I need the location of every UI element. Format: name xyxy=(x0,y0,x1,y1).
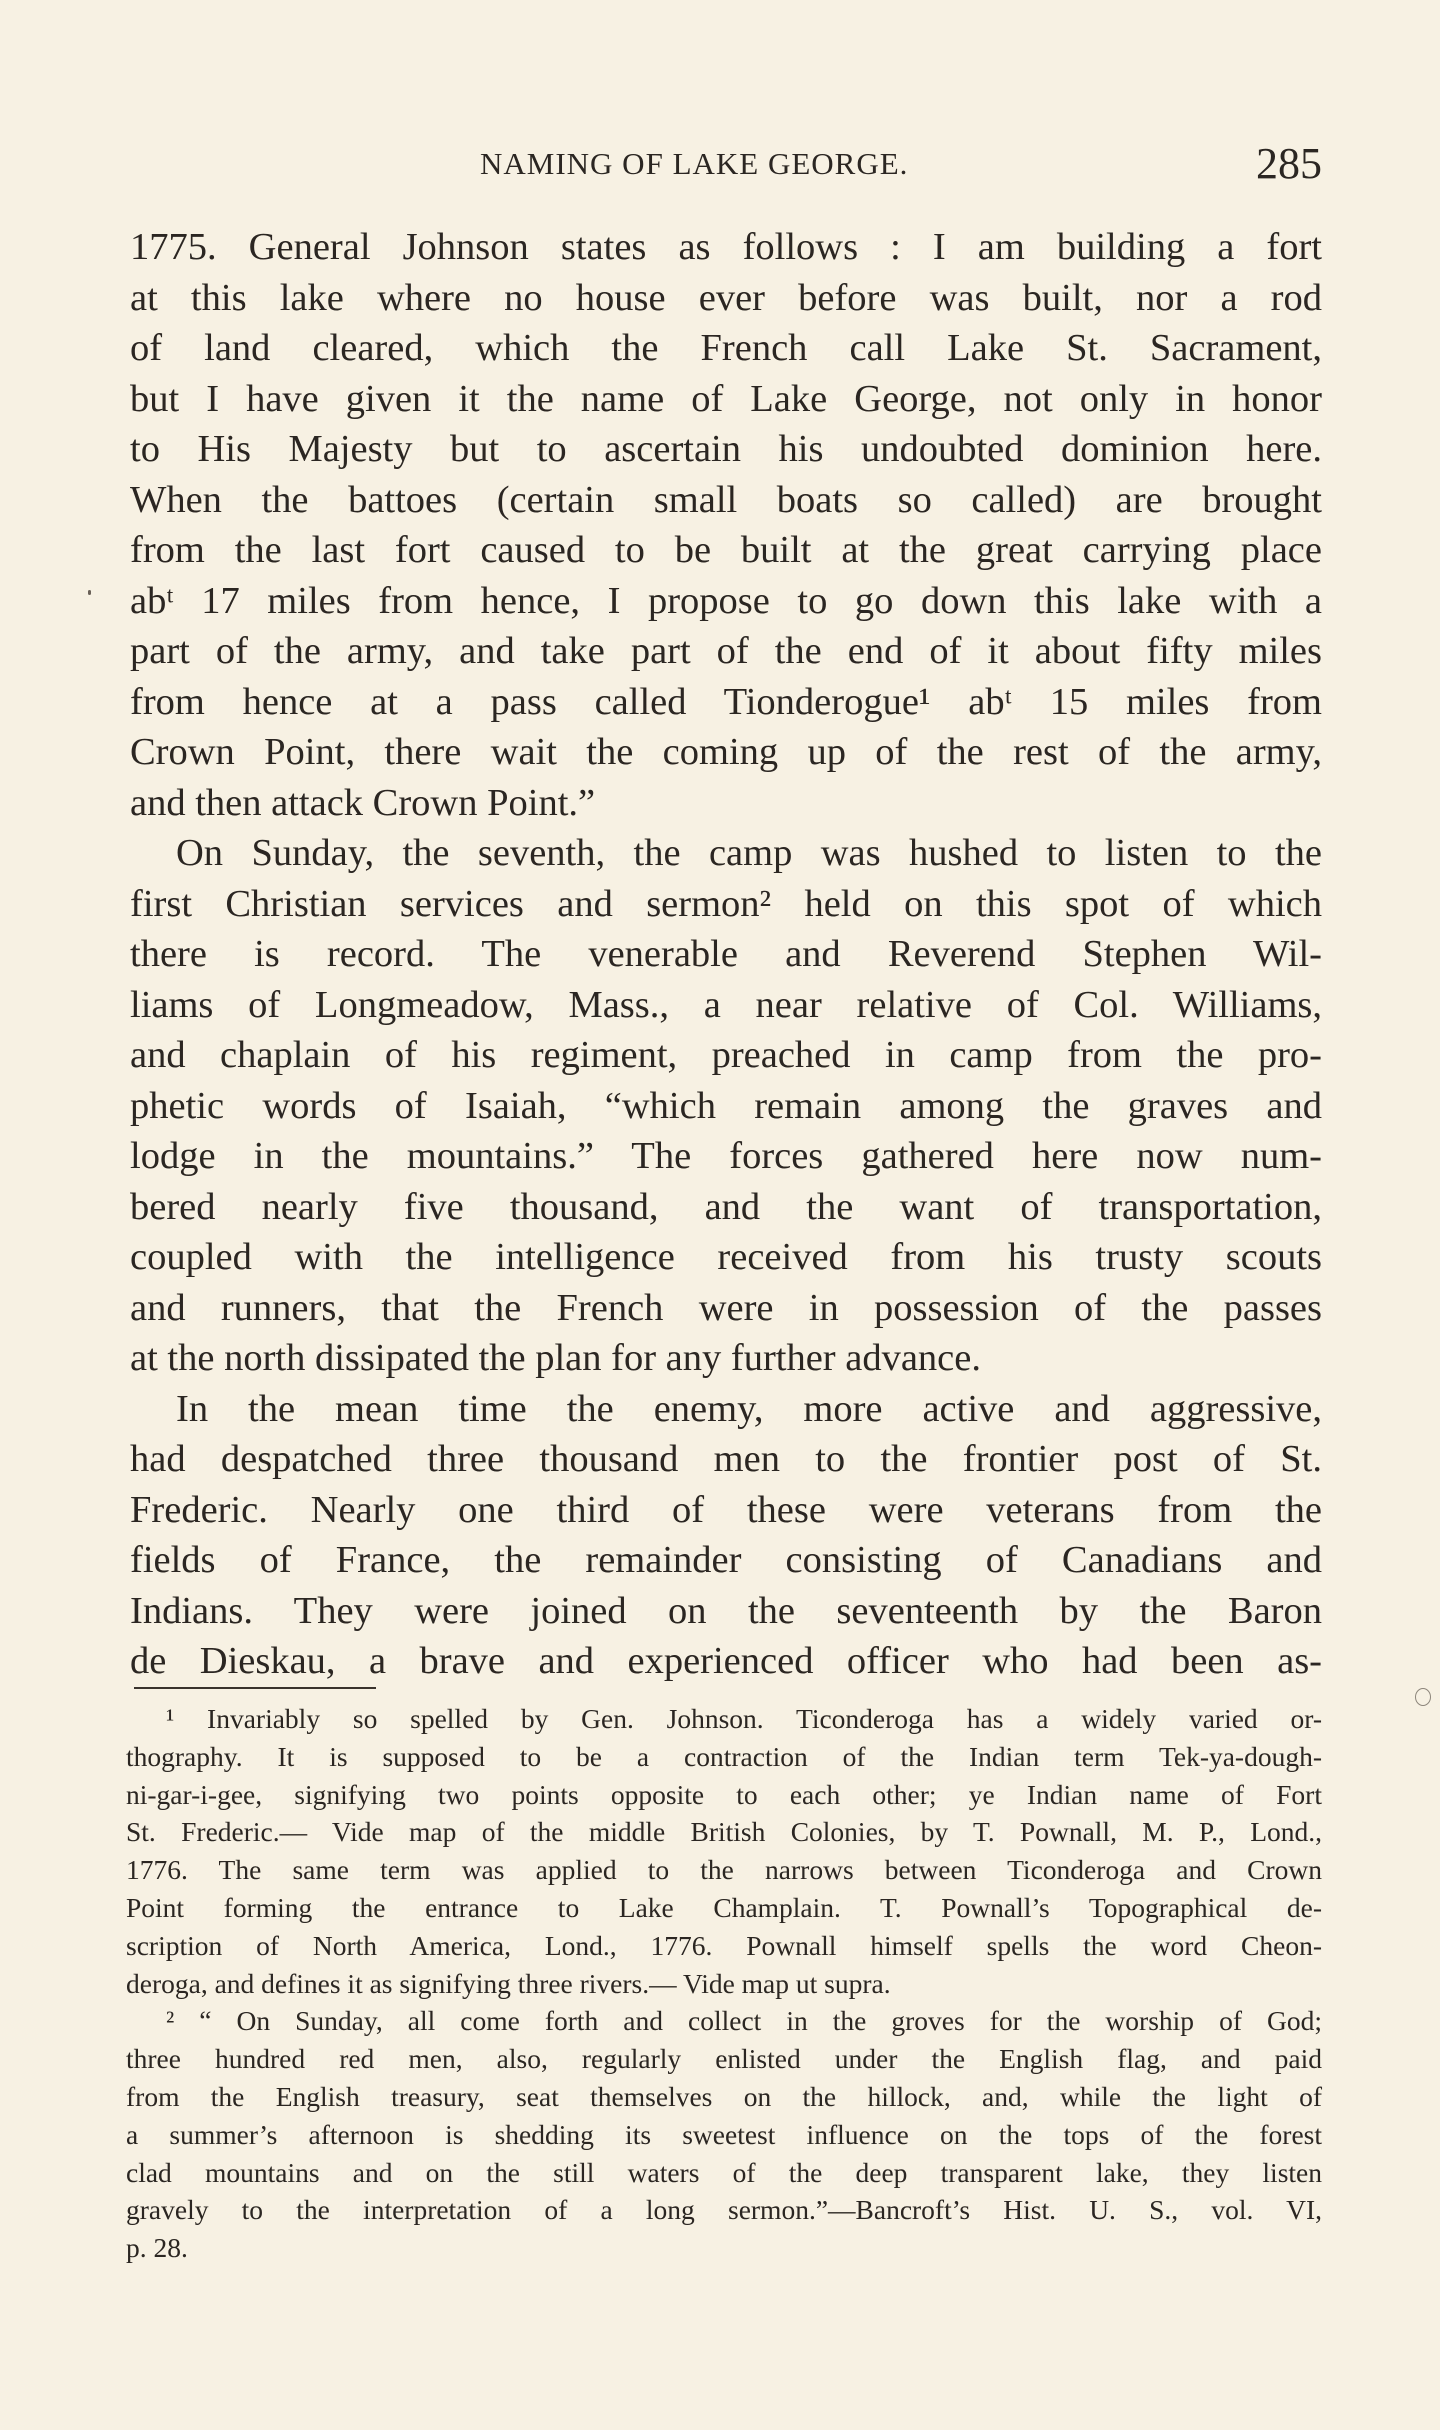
text-line: In the mean time the enemy, more active and aggressive, xyxy=(176,1387,1322,1430)
page-number: 285 xyxy=(1256,139,1322,188)
running-head: NAMING OF LAKE GEORGE. xyxy=(480,146,909,181)
text-line: from hence at a pass called Tionderogue¹ abᵗ 15 miles from xyxy=(130,680,1322,723)
text-line: When the battoes (certain small boats so called) are brought xyxy=(130,478,1322,521)
text-line: part of the army, and take part of the end of it about fifty miles xyxy=(130,630,1322,672)
text-line: de Dieskau, a brave and experienced officer who had been as- xyxy=(130,1640,1322,1682)
footnote-line: scription of North America, Lond., 1776. Pownall himself spells the word Cheon- xyxy=(126,1929,1322,1961)
text-line: bered nearly five thousand, and the want of transportation, xyxy=(130,1185,1322,1228)
text-line: at the north dissipated the plan for any further advance. xyxy=(130,1337,981,1379)
text-line: from the last fort caused to be built at the great carrying place xyxy=(130,529,1322,571)
text-line: phetic words of Isaiah, “which remain among the graves and xyxy=(130,1084,1322,1127)
footnote-line: thography. It is supposed to be a contraction of the Indian term Tek-ya-dough- xyxy=(126,1740,1322,1772)
text-line: 1775. General Johnson states as follows : I am building a fort xyxy=(130,226,1322,268)
text-line: fields of France, the remainder consisting of Canadians and xyxy=(130,1539,1322,1581)
text-line: had despatched three thousand men to the frontier post of St. xyxy=(130,1438,1322,1480)
text-line: at this lake where no house ever before was built, nor a rod xyxy=(130,276,1322,319)
text-line: coupled with the intelligence received from his trusty scouts xyxy=(130,1236,1322,1278)
text-line: liams of Longmeadow, Mass., a near relative of Col. Williams, xyxy=(130,983,1322,1026)
text-line: Frederic. Nearly one third of these were veterans from the xyxy=(130,1488,1322,1531)
footnote-line: ² “ On Sunday, all come forth and collect in the groves for the worship of God; xyxy=(166,2005,1322,2037)
footnote-line: ni-gar-i-gee, signifying two points opposite to each other; ye Indian name of Fort xyxy=(126,1778,1322,1810)
ink-fleck xyxy=(88,590,91,595)
footnote-line: from the English treasury, seat themselves on the hillock, and, while the light of xyxy=(126,2080,1322,2112)
text-line: first Christian services and sermon² held on this spot of which xyxy=(130,882,1322,925)
footnote-line: gravely to the interpretation of a long sermon.”—Bancroft’s Hist. U. S., vol. VI, xyxy=(126,2194,1322,2226)
text-line: Crown Point, there wait the coming up of the rest of the army, xyxy=(130,731,1322,773)
footnote-line: clad mountains and on the still waters of the deep transparent lake, they listen xyxy=(126,2156,1322,2188)
footnote-line: a summer’s afternoon is shedding its sweetest influence on the tops of the forest xyxy=(126,2118,1322,2150)
text-line: to His Majesty but to ascertain his undoubted dominion here. xyxy=(130,428,1322,470)
footnote-line: ¹ Invariably so spelled by Gen. Johnson. Ticonderoga has a widely varied or- xyxy=(166,1703,1322,1734)
footnote-line: three hundred red men, also, regularly enlisted under the English flag, and paid xyxy=(126,2043,1322,2075)
footnote-line: deroga, and defines it as signifying three rivers.— Vide map ut supra. xyxy=(126,1967,891,1999)
text-line: abᵗ 17 miles from hence, I propose to go down this lake with a xyxy=(130,579,1322,622)
text-line: but I have given it the name of Lake George, not only in honor xyxy=(130,377,1322,420)
text-line: On Sunday, the seventh, the camp was hushed to listen to the xyxy=(176,832,1322,874)
text-line: lodge in the mountains.” The forces gathered here now num- xyxy=(130,1135,1322,1177)
margin-ink-mark xyxy=(1415,1688,1431,1706)
footnote-line: p. 28. xyxy=(126,2232,188,2264)
text-line: of land cleared, which the French call Lake St. Sacrament, xyxy=(130,327,1322,369)
main-text xyxy=(130,222,1322,1687)
footnotes xyxy=(126,1700,1322,2267)
footnote-divider xyxy=(134,1687,376,1689)
text-line: and chaplain of his regiment, preached in camp from the pro- xyxy=(130,1034,1322,1076)
text-line: Indians. They were joined on the seventeenth by the Baron xyxy=(130,1589,1322,1632)
footnote-line: 1776. The same term was applied to the narrows between Ticonderoga and Crown xyxy=(126,1854,1322,1886)
page-header xyxy=(130,138,1322,190)
text-line: and then attack Crown Point.” xyxy=(130,781,596,824)
footnote-line: St. Frederic.— Vide map of the middle British Colonies, by T. Pownall, M. P., Lond., xyxy=(126,1816,1322,1848)
footnote-line: Point forming the entrance to Lake Champlain. T. Pownall’s Topographical de- xyxy=(126,1891,1322,1923)
text-line: there is record. The venerable and Reverend Stephen Wil- xyxy=(130,933,1322,975)
text-line: and runners, that the French were in possession of the passes xyxy=(130,1286,1322,1329)
